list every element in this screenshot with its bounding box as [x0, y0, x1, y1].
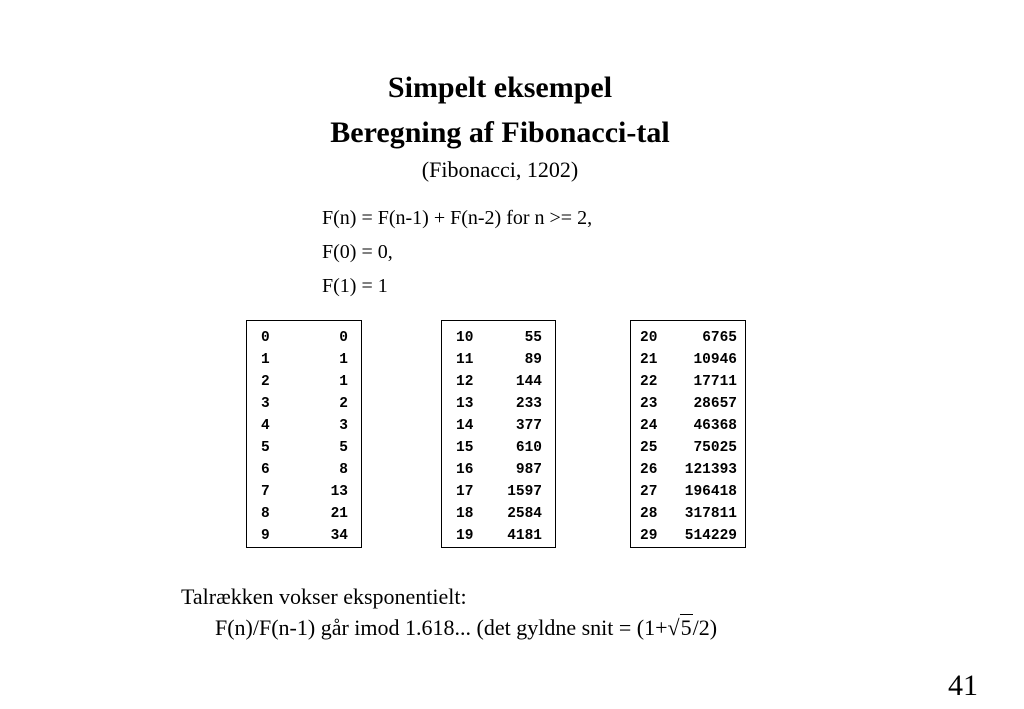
row-value: 121393 — [684, 462, 737, 478]
row-value: 10946 — [693, 352, 737, 368]
table-row — [631, 503, 745, 525]
table-row — [631, 393, 745, 415]
row-index: 1 — [261, 352, 270, 368]
table-row — [442, 503, 555, 525]
table-row — [247, 437, 361, 459]
fibonacci-table-0-9 — [246, 320, 362, 548]
row-index: 27 — [640, 484, 658, 500]
formula-recurrence: F(n) = F(n-1) + F(n-2) for n >= 2, — [322, 207, 593, 229]
row-index: 10 — [456, 330, 474, 346]
row-index: 2 — [261, 374, 270, 390]
row-value: 28657 — [693, 396, 737, 412]
row-value: 21 — [330, 506, 348, 522]
row-value: 17711 — [693, 374, 737, 390]
formula-f0: F(0) = 0, — [322, 241, 393, 263]
row-value: 233 — [515, 396, 542, 412]
row-index: 23 — [640, 396, 658, 412]
row-value: 987 — [515, 462, 542, 478]
row-value: 8 — [339, 462, 348, 478]
fibonacci-table-20-29 — [630, 320, 746, 548]
row-value: 144 — [515, 374, 542, 390]
table-row — [442, 371, 555, 393]
sqrt-radicand: 5 — [680, 615, 692, 640]
table-row — [247, 393, 361, 415]
row-index: 22 — [640, 374, 658, 390]
row-value: 377 — [515, 418, 542, 434]
table-row — [631, 371, 745, 393]
subtitle: (Fibonacci, 1202) — [421, 157, 579, 182]
row-index: 9 — [261, 528, 270, 544]
table-row — [631, 415, 745, 437]
row-value: 34 — [330, 528, 348, 544]
row-index: 29 — [640, 528, 658, 544]
row-index: 6 — [261, 462, 270, 478]
formula-f1: F(1) = 1 — [322, 275, 388, 297]
table-row — [442, 327, 555, 349]
row-value: 610 — [515, 440, 542, 456]
growth-statement: Talrækken vokser eksponentielt: — [181, 584, 467, 609]
row-index: 3 — [261, 396, 270, 412]
row-value: 4181 — [507, 528, 542, 544]
row-index: 17 — [456, 484, 474, 500]
table-row — [247, 503, 361, 525]
table-row — [247, 371, 361, 393]
table-row — [442, 481, 555, 503]
golden-ratio-prefix: F(n)/F(n-1) går imod 1.618... (det gyldne snit = (1+ — [215, 615, 668, 640]
table-row — [631, 459, 745, 481]
row-index: 13 — [456, 396, 474, 412]
row-index: 18 — [456, 506, 474, 522]
row-value: 5 — [339, 440, 348, 456]
row-index: 14 — [456, 418, 474, 434]
row-value: 75025 — [693, 440, 737, 456]
golden-ratio-statement — [215, 614, 717, 642]
row-index: 4 — [261, 418, 270, 434]
row-value: 2 — [339, 396, 348, 412]
row-value: 1597 — [507, 484, 542, 500]
row-index: 28 — [640, 506, 658, 522]
table-row — [247, 327, 361, 349]
table-row — [631, 327, 745, 349]
row-index: 5 — [261, 440, 270, 456]
table-row — [631, 437, 745, 459]
row-value: 2584 — [507, 506, 542, 522]
row-value: 0 — [339, 330, 348, 346]
table-row — [247, 459, 361, 481]
row-index: 15 — [456, 440, 474, 456]
row-value: 55 — [524, 330, 542, 346]
row-index: 11 — [456, 352, 474, 368]
row-value: 89 — [524, 352, 542, 368]
row-value: 13 — [330, 484, 348, 500]
row-index: 19 — [456, 528, 474, 544]
table-row — [442, 525, 555, 547]
row-index: 24 — [640, 418, 658, 434]
sqrt-symbol: √5 — [667, 615, 692, 640]
table-row — [442, 437, 555, 459]
row-index: 0 — [261, 330, 270, 346]
title-line-1: Simpelt eksempel — [387, 71, 613, 104]
table-row — [442, 349, 555, 371]
page-number: 41 — [948, 669, 978, 702]
table-row — [247, 525, 361, 547]
row-value: 3 — [339, 418, 348, 434]
row-index: 8 — [261, 506, 270, 522]
row-index: 26 — [640, 462, 658, 478]
row-index: 21 — [640, 352, 658, 368]
row-value: 6765 — [702, 330, 737, 346]
fibonacci-table-10-19 — [441, 320, 556, 548]
table-row — [631, 481, 745, 503]
row-value: 1 — [339, 352, 348, 368]
table-row — [631, 349, 745, 371]
table-row — [442, 459, 555, 481]
row-index: 20 — [640, 330, 658, 346]
row-value: 317811 — [684, 506, 737, 522]
row-index: 12 — [456, 374, 474, 390]
title-line-2: Beregning af Fibonacci-tal — [330, 116, 670, 149]
table-row — [442, 415, 555, 437]
table-row — [247, 349, 361, 371]
row-value: 196418 — [684, 484, 737, 500]
row-index: 16 — [456, 462, 474, 478]
row-value: 514229 — [684, 528, 737, 544]
table-row — [247, 415, 361, 437]
row-value: 46368 — [693, 418, 737, 434]
row-value: 1 — [339, 374, 348, 390]
table-row — [442, 393, 555, 415]
table-row — [631, 525, 745, 547]
row-index: 25 — [640, 440, 658, 456]
golden-ratio-suffix: /2) — [692, 615, 718, 640]
row-index: 7 — [261, 484, 270, 500]
table-row — [247, 481, 361, 503]
